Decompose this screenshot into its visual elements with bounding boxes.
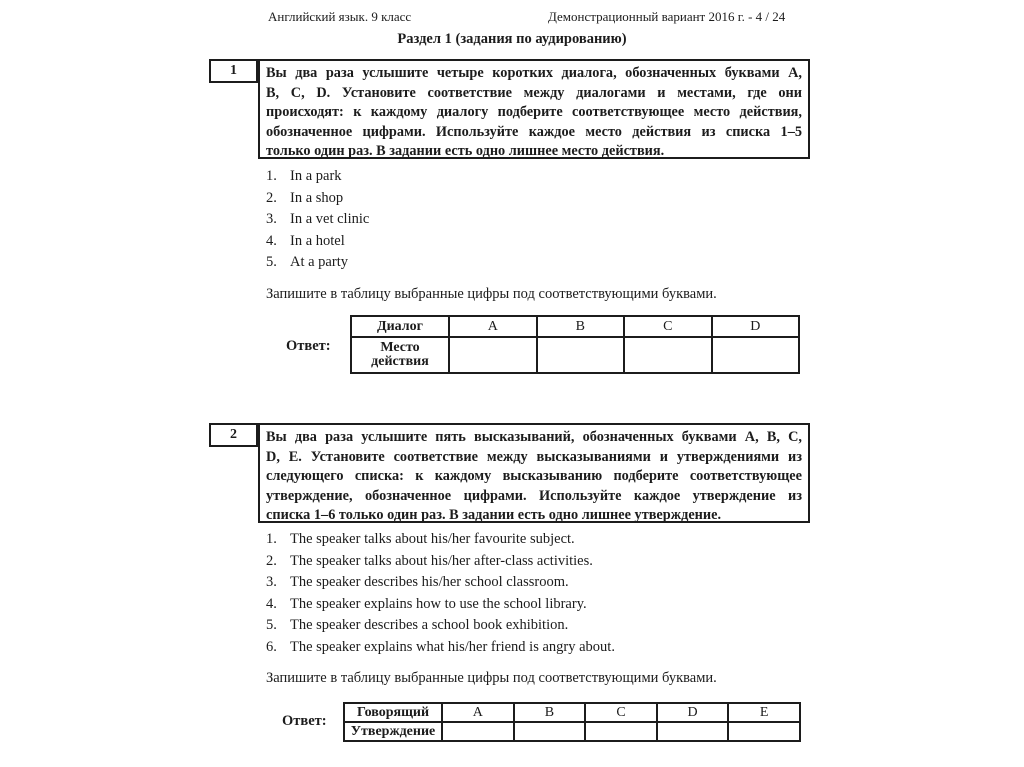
- task2-answer-label: Ответ:: [282, 713, 327, 729]
- task2-instruction-line: списка 1–6 только один раз. В задании есть одно лишнее утверждение.: [266, 507, 722, 523]
- answer-cell[interactable]: [537, 337, 625, 373]
- list-item: 4. In a hotel: [266, 232, 345, 249]
- answer-cell[interactable]: [712, 337, 800, 373]
- answer-cell[interactable]: [449, 337, 537, 373]
- task1-instruction-line: B, C, D. Установите соответствие между диалогами и местами, где они: [266, 84, 802, 101]
- task1-table-col-header: C: [624, 316, 712, 337]
- list-item: 4. The speaker explains how to use the school library.: [266, 595, 587, 612]
- task2-instruction-line: утверждение, обозначенное цифрами. Используйте каждое утверждение из: [266, 487, 802, 504]
- task1-instruction-line: обозначенное цифрами. Используйте каждое место действия из списка 1–5: [266, 123, 802, 140]
- task1-table-col-header: A: [449, 316, 537, 337]
- answer-cell[interactable]: [585, 722, 657, 741]
- task2-instruction-line: следующего списка: к каждому высказыванию подберите соответствующее: [266, 468, 802, 484]
- list-item: 2. In a shop: [266, 189, 344, 206]
- task1-answer-label: Ответ:: [286, 338, 331, 354]
- task2-table-row-header: Утверждение: [344, 722, 442, 741]
- task2-number: 2: [209, 423, 258, 447]
- task2-options-list: [266, 529, 615, 658]
- task1-instruction-line: Вы два раза услышите четыре коротких диалога, обозначенных буквами А,: [266, 65, 802, 81]
- task2-instruction-line: D, E. Установите соответствие между высказываниями и утверждениями из: [266, 448, 802, 465]
- task1-table-col-header: D: [712, 316, 800, 337]
- header-variant: Демонстрационный вариант 2016 г. - 4 / 24: [548, 9, 786, 24]
- task1-table-row-header: Диалог: [351, 316, 449, 337]
- answer-cell[interactable]: [728, 722, 800, 741]
- task2-table-col-header: D: [657, 703, 729, 722]
- task2-instruction: [258, 423, 810, 523]
- task2-instruction-line: Вы два раза услышите пять высказываний, обозначенных буквами А, B, C,: [266, 429, 802, 445]
- task2-answer-table: [343, 702, 801, 742]
- task1-answer-table: [350, 315, 800, 374]
- answer-cell[interactable]: [442, 722, 514, 741]
- task2-table-col-header: B: [514, 703, 586, 722]
- list-item: 1. The speaker talks about his/her favourite subject.: [266, 531, 575, 547]
- task2-table-col-header: C: [585, 703, 657, 722]
- list-item: 1. In a park: [266, 168, 342, 184]
- task1-table-col-header: B: [537, 316, 625, 337]
- task2-table-col-header: A: [442, 703, 514, 722]
- task1-number: 1: [209, 59, 258, 83]
- task2-prompt: Запишите в таблицу выбранные цифры под соответствующими буквами.: [266, 670, 717, 686]
- section-title: Раздел 1 (задания по аудированию): [397, 31, 627, 47]
- task1-instruction-line: происходят: к каждому диалогу подберите соответствующее место действия,: [266, 104, 802, 120]
- task1-table-row-header: Место действия: [351, 337, 449, 373]
- task2-table-row-header: Говорящий: [344, 703, 442, 722]
- task1-instruction-line: только один раз. В задании есть одно лишнее место действия.: [266, 143, 665, 159]
- list-item: 2. The speaker talks about his/her after-class activities.: [266, 552, 593, 569]
- task1-options-list: [266, 166, 369, 274]
- answer-cell[interactable]: [624, 337, 712, 373]
- list-item: 3. In a vet clinic: [266, 211, 370, 227]
- task1-instruction: [258, 59, 810, 159]
- answer-cell[interactable]: [657, 722, 729, 741]
- list-item: 6. The speaker explains what his/her friend is angry about.: [266, 638, 615, 655]
- task1-prompt: Запишите в таблицу выбранные цифры под соответствующими буквами.: [266, 286, 717, 302]
- task2-table-col-header: E: [728, 703, 800, 722]
- list-item: 5. The speaker describes a school book exhibition.: [266, 617, 569, 633]
- header-subject: Английский язык. 9 класс: [268, 9, 412, 24]
- answer-cell[interactable]: [514, 722, 586, 741]
- list-item: 5. At a party: [266, 254, 348, 270]
- list-item: 3. The speaker describes his/her school classroom.: [266, 574, 569, 590]
